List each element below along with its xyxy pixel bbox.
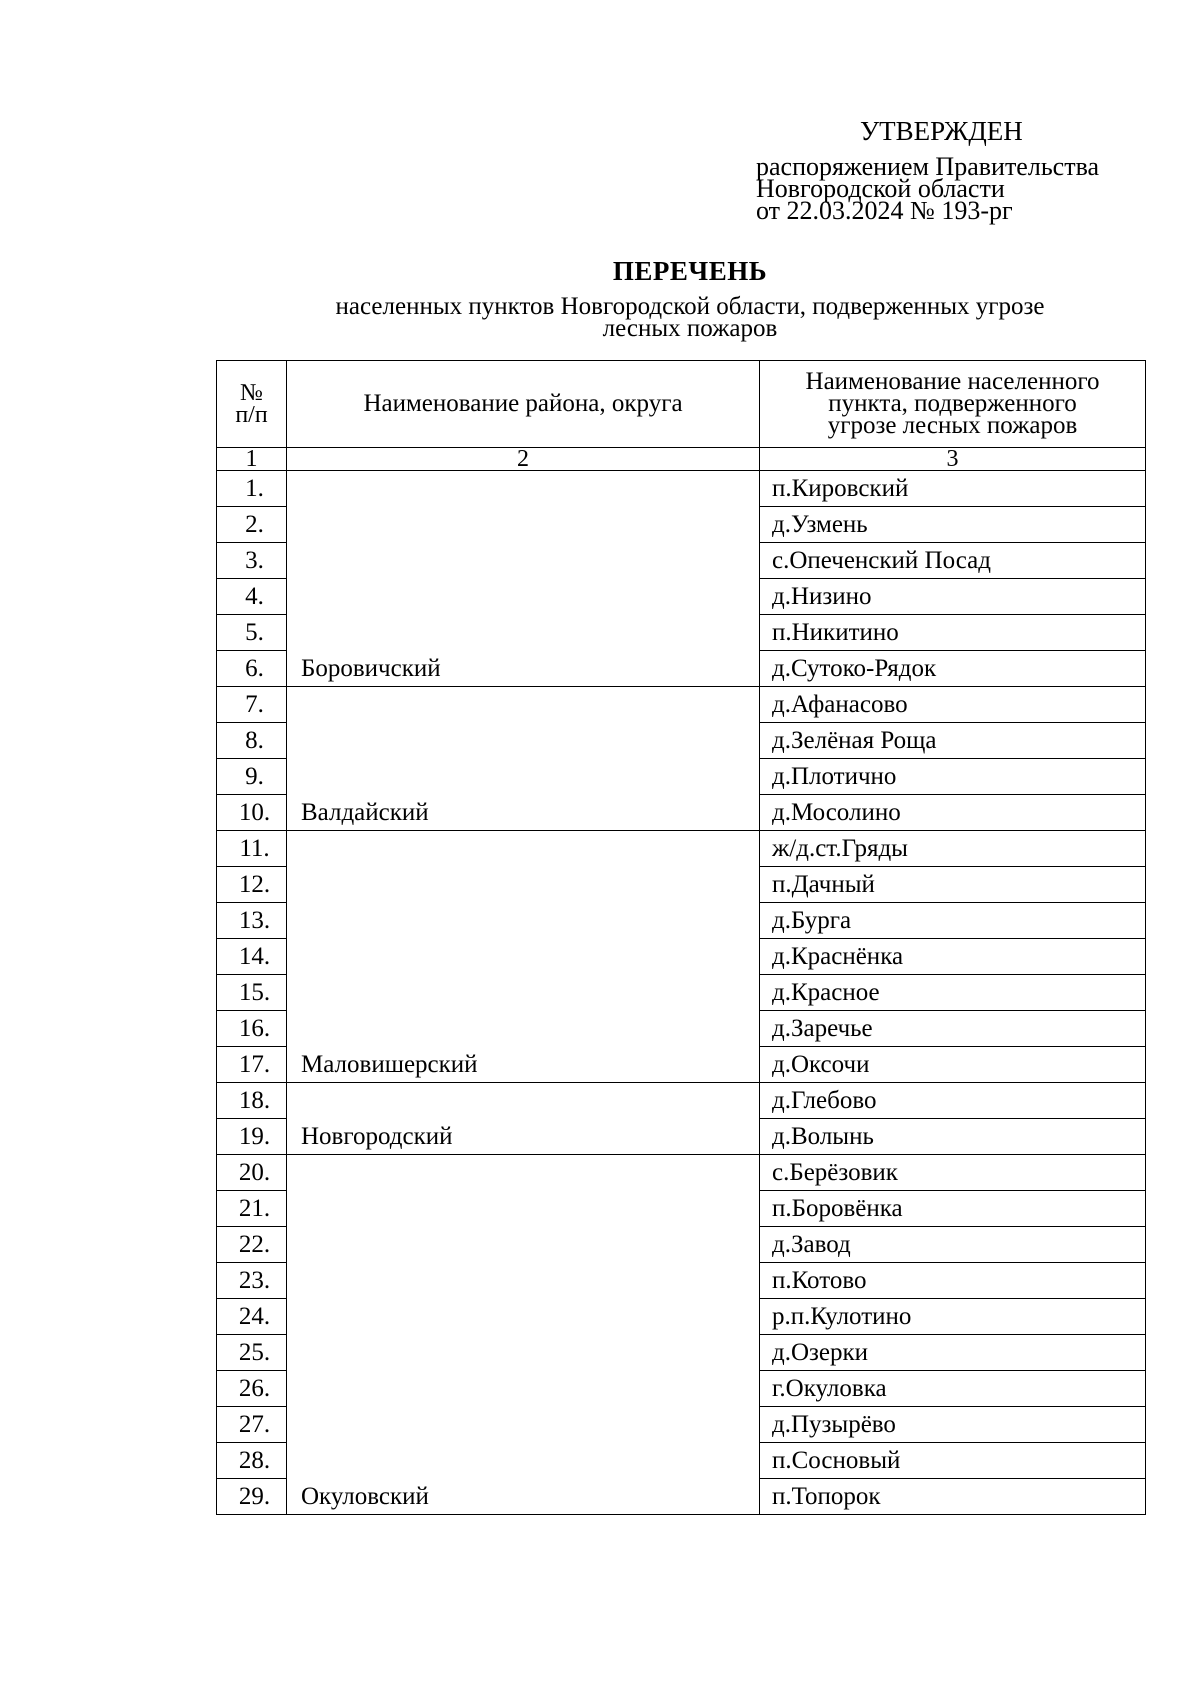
row-number: 6. <box>217 651 287 687</box>
settlement-name: д.Пузырёво <box>760 1407 1146 1443</box>
settlement-name: д.Красное <box>760 975 1146 1011</box>
table-row <box>217 1083 1146 1119</box>
row-number: 25. <box>217 1335 287 1371</box>
row-number: 4. <box>217 579 287 615</box>
header-place-line: Наименование населенного <box>805 368 1100 395</box>
district-name: Боровичский <box>287 471 760 687</box>
settlement-name: д.Сутоко-Рядок <box>760 651 1146 687</box>
settlement-name: д.Озерки <box>760 1335 1146 1371</box>
row-number: 3. <box>217 543 287 579</box>
row-number: 17. <box>217 1047 287 1083</box>
subtitle-line: населенных пунктов Новгородской области, подверженных угрозе <box>335 293 1045 320</box>
row-number: 27. <box>217 1407 287 1443</box>
approval-title: УТВЕРЖДЕН <box>860 116 1023 146</box>
table-row <box>217 831 1146 867</box>
district-name: Маловишерский <box>287 831 760 1083</box>
settlement-name: д.Плотично <box>760 759 1146 795</box>
header-place <box>760 361 1146 448</box>
settlement-name: п.Котово <box>760 1263 1146 1299</box>
settlement-name: п.Никитино <box>760 615 1146 651</box>
settlement-name: п.Сосновый <box>760 1443 1146 1479</box>
row-number: 13. <box>217 903 287 939</box>
row-number: 8. <box>217 723 287 759</box>
settlement-name: д.Низино <box>760 579 1146 615</box>
row-number: 22. <box>217 1227 287 1263</box>
approval-line: распоряжением Правительства <box>756 152 1100 181</box>
row-number: 10. <box>217 795 287 831</box>
settlement-name: д.Мосолино <box>760 795 1146 831</box>
column-number: 1 <box>217 448 287 471</box>
row-number: 14. <box>217 939 287 975</box>
column-number: 3 <box>760 448 1146 471</box>
approval-line: от 22.03.2024 № 193-рг <box>756 196 1013 225</box>
row-number: 23. <box>217 1263 287 1299</box>
header-number-line: п/п <box>235 402 268 428</box>
settlement-name: д.Волынь <box>760 1119 1146 1155</box>
row-number: 19. <box>217 1119 287 1155</box>
row-number: 21. <box>217 1191 287 1227</box>
header-number <box>217 361 287 448</box>
row-number: 12. <box>217 867 287 903</box>
settlement-name: п.Топорок <box>760 1479 1146 1515</box>
subtitle-line: лесных пожаров <box>602 315 778 342</box>
row-number: 28. <box>217 1443 287 1479</box>
row-number: 7. <box>217 687 287 723</box>
settlement-name: ж/д.ст.Гряды <box>760 831 1146 867</box>
table-header-row <box>217 361 1146 448</box>
settlement-name: д.Заречье <box>760 1011 1146 1047</box>
row-number: 16. <box>217 1011 287 1047</box>
row-number: 24. <box>217 1299 287 1335</box>
column-number-row <box>217 448 1146 471</box>
settlement-name: д.Зелёная Роща <box>760 723 1146 759</box>
row-number: 18. <box>217 1083 287 1119</box>
district-name: Окуловский <box>287 1155 760 1515</box>
settlement-name: с.Берёзовик <box>760 1155 1146 1191</box>
settlement-name: д.Глебово <box>760 1083 1146 1119</box>
header-place-line: пункта, подверженного <box>828 390 1077 417</box>
settlement-name: г.Окуловка <box>760 1371 1146 1407</box>
district-name: Валдайский <box>287 687 760 831</box>
table-row <box>217 687 1146 723</box>
header-number-line: № <box>240 380 263 406</box>
row-number: 15. <box>217 975 287 1011</box>
document-title: ПЕРЕЧЕНЬ <box>612 256 768 286</box>
row-number: 9. <box>217 759 287 795</box>
row-number: 11. <box>217 831 287 867</box>
row-number: 5. <box>217 615 287 651</box>
column-number: 2 <box>287 448 760 471</box>
settlement-name: п.Кировский <box>760 471 1146 507</box>
settlement-name: р.п.Кулотино <box>760 1299 1146 1335</box>
settlement-name: д.Афанасово <box>760 687 1146 723</box>
row-number: 2. <box>217 507 287 543</box>
approval-block <box>756 116 1176 225</box>
settlement-name: д.Бурга <box>760 903 1146 939</box>
document-subtitle <box>230 293 1150 342</box>
row-number: 1. <box>217 471 287 507</box>
settlement-name: д.Узмень <box>760 507 1146 543</box>
settlement-name: д.Краснёнка <box>760 939 1146 975</box>
row-number: 20. <box>217 1155 287 1191</box>
row-number: 26. <box>217 1371 287 1407</box>
approval-line: Новгородской области <box>756 174 1005 203</box>
header-district: Наименование района, округа <box>287 361 760 448</box>
settlement-name: д.Оксочи <box>760 1047 1146 1083</box>
header-place-line: угрозе лесных пожаров <box>827 412 1078 439</box>
settlements-table <box>216 360 1146 1515</box>
settlement-name: д.Завод <box>760 1227 1146 1263</box>
settlement-name: п.Дачный <box>760 867 1146 903</box>
settlement-name: с.Опеченский Посад <box>760 543 1146 579</box>
row-number: 29. <box>217 1479 287 1515</box>
table-row <box>217 471 1146 507</box>
table-row <box>217 1155 1146 1191</box>
settlement-name: п.Боровёнка <box>760 1191 1146 1227</box>
district-name: Новгородский <box>287 1083 760 1155</box>
